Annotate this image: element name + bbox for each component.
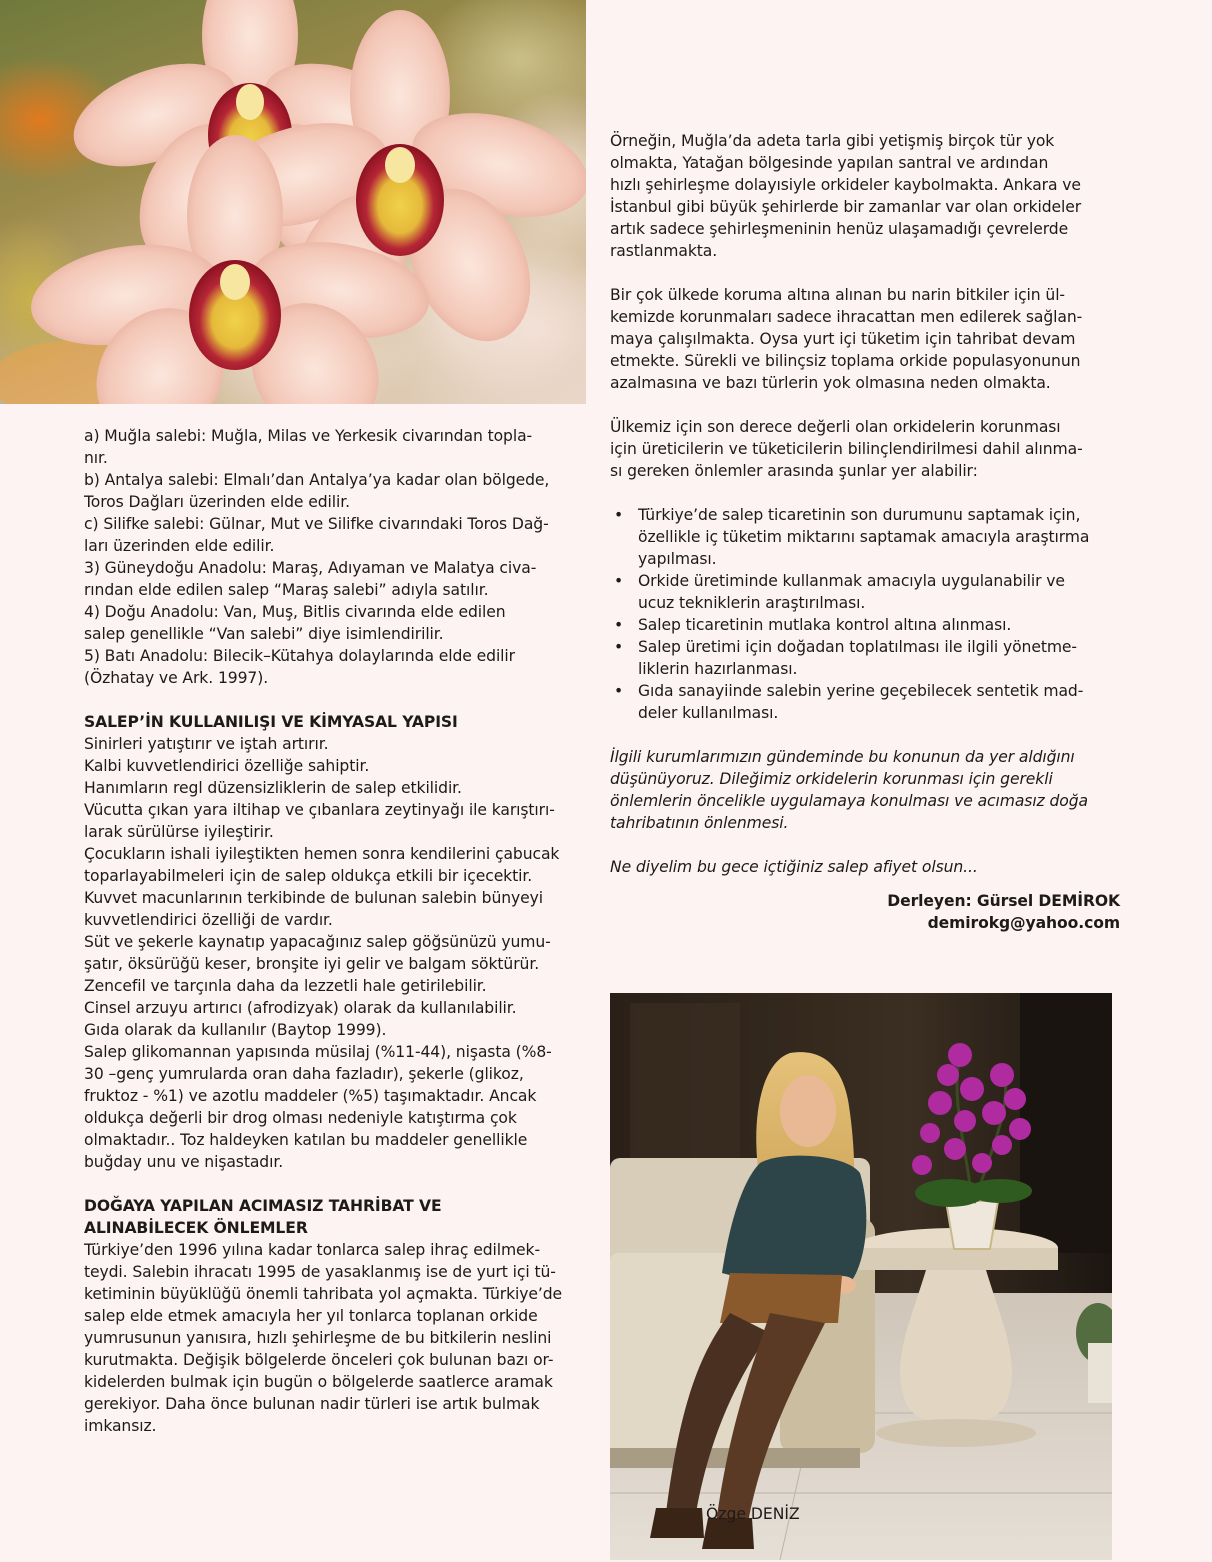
destruction-heading	[84, 1195, 590, 1239]
text-line: tahribatının önlenmesi.	[610, 814, 789, 832]
text-line: artık sadece şehirleşmeninin henüz ulaşamadığı çevrelerde	[610, 220, 1069, 238]
region-line: salep genellikle “Van salebi” diye isimlendirilir.	[84, 625, 444, 643]
left-column	[84, 425, 590, 1437]
region-line: 5) Batı Anadolu: Bilecik–Kütahya dolaylarında elde edilir	[84, 647, 515, 665]
spacer	[84, 1173, 590, 1195]
destruction-line: teydi. Salebin ihracatı 1995 de yasaklanmış ise de yurt içi tü-	[84, 1263, 556, 1281]
text-line: Örneğin, Muğla’da adeta tarla gibi yetişmiş birçok tür yok	[610, 132, 1055, 150]
usage-line: kuvvetlendirici özelliği de vardır.	[84, 911, 333, 929]
list-item: • Salep ticaretinin mutlaka kontrol altına alınması.	[610, 614, 1120, 636]
usage-line: toparlayabilmeleri için de salep oldukça etkili bir içecektir.	[84, 867, 533, 885]
usage-line: Hanımların regl düzensizliklerin de salep etkilidir.	[84, 779, 462, 797]
region-line: a) Muğla salebi: Muğla, Milas ve Yerkesik civarından topla-	[84, 427, 533, 445]
region-line: (Özhatay ve Ark. 1997).	[84, 669, 269, 687]
text-line: Bir çok ülkede koruma altına alınan bu narin bitkiler için ül-	[610, 286, 1065, 304]
usage-line: şatır, öksürüğü keser, bronşite iyi gelir ve balgam söktürür.	[84, 955, 540, 973]
region-line: Toros Dağları üzerinden elde edilir.	[84, 493, 350, 511]
destruction-line: Türkiye’den 1996 yılına kadar tonlarca salep ihraç edilmek-	[84, 1241, 541, 1259]
usage-line: Gıda olarak da kullanılır (Baytop 1999).	[84, 1021, 387, 1039]
list-item: • Türkiye’de salep ticaretinin son durumunu saptamak için, özellikle iç tüketim miktarını saptamak amacıyla araştırma yapılması.	[610, 504, 1120, 570]
region-line: rından elde edilen salep “Maraş salebi” adıyla satılır.	[84, 581, 489, 599]
spacer	[610, 394, 1120, 416]
measures-list	[610, 504, 1120, 724]
spacer	[610, 482, 1120, 504]
spacer	[610, 834, 1120, 856]
text-line: kemizde korunmaları sadece ihracattan men edilerek sağlan-	[610, 308, 1083, 326]
orchid-illustration	[0, 0, 586, 404]
orchid-photo	[0, 0, 586, 404]
text-line: sı gereken önlemler arasında şunlar yer alabilir:	[610, 462, 978, 480]
right-column	[610, 130, 1120, 934]
usage-line: Kalbi kuvvetlendirici özelliğe sahiptir.	[84, 757, 370, 775]
region-line: b) Antalya salebi: Elmalı’dan Antalya’ya kadar olan bölgede,	[84, 471, 550, 489]
paragraph-protection	[610, 284, 1120, 394]
usage-line: Vücutta çıkan yara iltihap ve çıbanlara zeytinyağı ile karıştırı-	[84, 801, 555, 819]
text-line: Ülkemiz için son derece değerli olan orkidelerin korunması	[610, 418, 1061, 436]
usage-line: Zencefil ve tarçınla daha da lezzetli hale getirilebilir.	[84, 977, 487, 995]
text-line: önlemlerin öncelikle uygulamaya konulması ve acımasız doğa	[610, 792, 1088, 810]
text-line: için üreticilerin ve tüketicilerin bilinçlendirilmesi dahil alınma-	[610, 440, 1083, 458]
portrait-illustration	[610, 993, 1112, 1560]
destruction-line: ketiminin büyüklüğü önemli tahribata yol açmakta. Türkiye’de	[84, 1285, 563, 1303]
region-line: ları üzerinden elde edilir.	[84, 537, 275, 555]
usage-line: Salep glikomannan yapısında müsilaj (%11-44), nişasta (%8-	[84, 1043, 552, 1061]
author-name: Derleyen: Gürsel DEMİROK	[887, 892, 1120, 910]
author-email: demirokg@yahoo.com	[927, 914, 1120, 932]
destruction-line: yumrusunun yanısıra, hızlı şehirleşme de bu bitkilerin neslini	[84, 1329, 552, 1347]
usage-line: Kuvvet macunlarının terkibinde de bulunan salebin bünyeyi	[84, 889, 544, 907]
text-line: İstanbul gibi büyük şehirlerde bir zamanlar var olan orkideler	[610, 198, 1082, 216]
destruction-line: kurutmakta. Değişik bölgelerde önceleri çok bulunan bazı or-	[84, 1351, 554, 1369]
text-line: düşünüyoruz. Dileğimiz orkidelerin korunması için gerekli	[610, 770, 1053, 788]
usage-line: olmaktadır.. Toz haldeyken katılan bu maddeler genellikle	[84, 1131, 528, 1149]
destruction-line: kidelerden bulmak için bugün o bölgelerde saatlerce aramak	[84, 1373, 553, 1391]
text-line: rastlanmakta.	[610, 242, 718, 260]
paragraph-wish	[610, 746, 1120, 834]
list-item: • Orkide üretiminde kullanmak amacıyla uygulanabilir ve ucuz tekniklerin araştırılması.	[610, 570, 1120, 614]
usage-line: Çocukların ishali iyileştikten hemen sonra kendilerini çabucak	[84, 845, 560, 863]
paragraph-measures-intro	[610, 416, 1120, 482]
paragraph-mugla	[610, 130, 1120, 262]
usage-heading: SALEP’İN KULLANILIŞI VE KİMYASAL YAPISI	[84, 713, 458, 731]
usage-line: oldukça değerli bir drog olması nedeniyle katıştırma çok	[84, 1109, 517, 1127]
spacer	[610, 262, 1120, 284]
region-line: 4) Doğu Anadolu: Van, Muş, Bitlis civarında elde edilen	[84, 603, 506, 621]
destruction-line: imkansız.	[84, 1417, 157, 1435]
usage-line: Sinirleri yatıştırır ve iştah artırır.	[84, 735, 329, 753]
region-line: 3) Güneydoğu Anadolu: Maraş, Adıyaman ve Malatya civa-	[84, 559, 537, 577]
usage-line: larak sürülürse iyileştirir.	[84, 823, 274, 841]
list-item: • Salep üretimi için doğadan toplatılması ile ilgili yönetme- liklerin hazırlanması.	[610, 636, 1120, 680]
destruction-heading-line: DOĞAYA YAPILAN ACIMASIZ TAHRİBAT VE	[84, 1197, 442, 1215]
photo-caption: Özge DENİZ	[706, 1505, 800, 1523]
closing-line: Ne diyelim bu gece içtiğiniz salep afiyet olsun...	[610, 858, 978, 876]
usage-paragraph	[84, 733, 590, 1173]
text-line: olmakta, Yatağan bölgesinde yapılan santral ve ardından	[610, 154, 1049, 172]
usage-line: Cinsel arzuyu artırıcı (afrodizyak) olarak da kullanılabilir.	[84, 999, 517, 1017]
author-credit	[610, 890, 1120, 934]
region-line: c) Silifke salebi: Gülnar, Mut ve Silifke civarındaki Toros Dağ-	[84, 515, 549, 533]
usage-line: 30 –genç yumrularda oran daha fazladır), şekerle (glikoz,	[84, 1065, 524, 1083]
region-line: nır.	[84, 449, 108, 467]
destruction-line: gerekiyor. Daha önce bulunan nadir türleri ise artık bulmak	[84, 1395, 540, 1413]
text-line: etmekte. Sürekli ve bilinçsiz toplama orkide populasyonunun	[610, 352, 1081, 370]
usage-line: buğday unu ve nişastadır.	[84, 1153, 284, 1171]
spacer	[610, 724, 1120, 746]
portrait-photo	[610, 993, 1112, 1560]
destruction-line: salep elde etmek amacıyla her yıl tonlarca toplanan orkide	[84, 1307, 538, 1325]
usage-line: fruktoz - %1) ve azotlu maddeler (%5) taşımaktadır. Ancak	[84, 1087, 537, 1105]
text-line: İlgili kurumlarımızın gündeminde bu konunun da yer aldığını	[610, 748, 1075, 766]
text-line: maya çalışılmakta. Oysa yurt içi tüketim için tahribat devam	[610, 330, 1076, 348]
usage-line: Süt ve şekerle kaynatıp yapacağınız salep göğsünüzü yumu-	[84, 933, 551, 951]
text-line: hızlı şehirleşme dolayısiyle orkideler kaybolmakta. Ankara ve	[610, 176, 1081, 194]
destruction-paragraph	[84, 1239, 590, 1437]
list-item: • Gıda sanayiinde salebin yerine geçebilecek sentetik mad- deler kullanılması.	[610, 680, 1120, 724]
salep-regions-list	[84, 425, 590, 689]
spacer	[610, 878, 1120, 890]
destruction-heading-line: ALINABİLECEK ÖNLEMLER	[84, 1219, 308, 1237]
spacer	[84, 689, 590, 711]
text-line: azalmasına ve bazı türlerin yok olmasına neden olmakta.	[610, 374, 1051, 392]
